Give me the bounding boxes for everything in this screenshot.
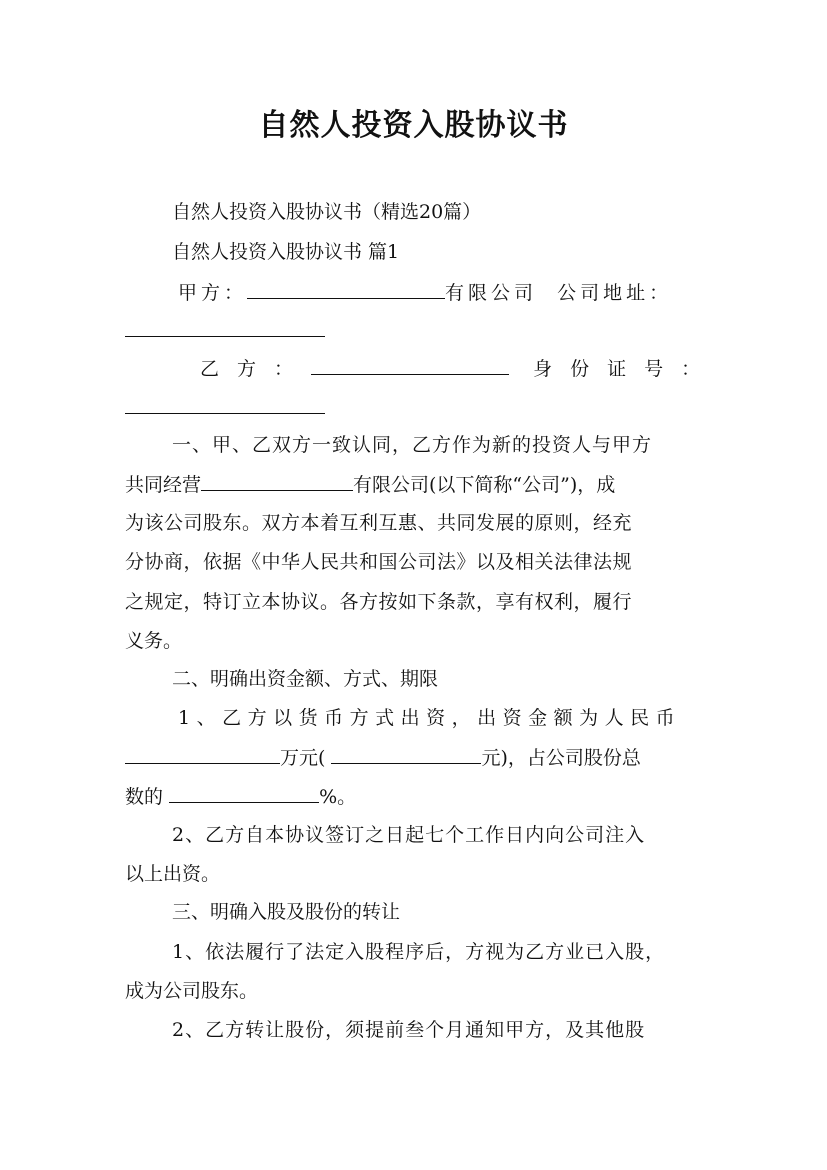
section3-heading: 三、明确入股及股份的转让 (172, 901, 401, 923)
unit-yuan: 元)，占公司股份总 (481, 747, 641, 769)
party-a-label: 甲方： (178, 282, 248, 304)
clause3-2-line1: 2、乙方转让股份，须提前叁个月通知甲方，及其他股 (172, 1019, 646, 1041)
para1-line6: 义务。 (125, 630, 183, 652)
clause2-2-line2: 以上出资。 (125, 863, 221, 885)
clause2-1-line3-suffix: %。 (319, 786, 357, 808)
para1-line2 (125, 472, 705, 497)
amount-wan-blank[interactable] (125, 745, 280, 764)
para1-line2-prefix: 共同经营 (125, 474, 202, 496)
clause2-1-line3-prefix: 数的 (125, 786, 164, 808)
clause3-1-line2: 成为公司股东。 (125, 980, 259, 1002)
section-heading: 自然人投资入股协议书 篇1 (172, 241, 400, 263)
company-address-blank[interactable] (125, 336, 325, 337)
share-percent-blank[interactable] (169, 784, 319, 803)
document-title: 自然人投资入股协议书 (258, 108, 569, 143)
para1-line3: 为该公司股东。双方本着互利互惠、共同发展的原则，经充 (125, 512, 633, 534)
party-b-label: 乙方： (200, 358, 312, 380)
party-a-company-suffix: 有限公司 (445, 282, 538, 304)
id-number-blank[interactable] (125, 413, 325, 414)
para1-line4: 分协商，依据《中华人民共和国公司法》以及相关法律法规 (125, 551, 633, 573)
clause2-1-line1: 1、乙方以货币方式出资，出资金额为人民币 (178, 707, 682, 729)
section2-heading: 二、明确出资金额、方式、期限 (172, 668, 439, 690)
para1-line1: 一、甲、乙双方一致认同，乙方作为新的投资人与甲方 (172, 434, 653, 456)
party-a-line (178, 280, 758, 305)
subtitle: 自然人投资入股协议书（精选20篇） (172, 201, 482, 223)
clause3-1-line1: 1、依法履行了法定入股程序后，方视为乙方业已入股， (172, 941, 666, 963)
company-address-label: 公司地址： (557, 282, 673, 304)
clause2-1-line2 (125, 745, 705, 770)
amount-yuan-blank[interactable] (331, 745, 481, 764)
clause2-2-line1: 2、乙方自本协议签订之日起七个工作日内向公司注入 (172, 824, 646, 846)
unit-wan: 万元( (280, 747, 326, 769)
joint-company-blank[interactable] (201, 472, 353, 491)
party-a-name-blank[interactable] (247, 280, 445, 299)
party-b-line (200, 356, 780, 381)
para1-line2-suffix: 有限公司(以下简称“公司”)，成 (353, 474, 616, 496)
id-number-label: 身份证号： (533, 358, 719, 380)
para1-line5: 之规定，特订立本协议。各方按如下条款，享有权利，履行 (125, 591, 633, 613)
party-b-name-blank[interactable] (311, 356, 509, 375)
clause2-1-line3 (125, 784, 705, 809)
